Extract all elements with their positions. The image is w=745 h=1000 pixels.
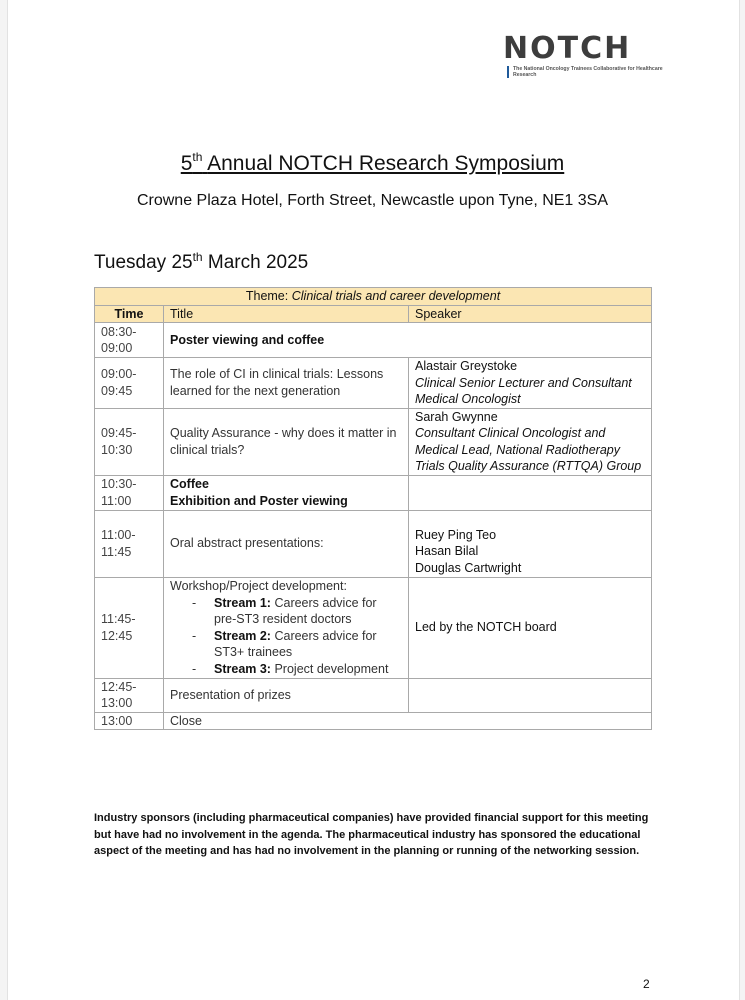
- row-speaker: [409, 475, 652, 510]
- theme-row: [95, 288, 652, 306]
- row-time: 09:45-10:30: [95, 408, 164, 475]
- stream-list: [170, 595, 402, 678]
- logo-wordmark: NOTCH: [503, 31, 632, 66]
- table-header-row: [95, 305, 652, 323]
- page-number: 2: [643, 977, 650, 991]
- row-title: The role of CI in clinical trials: Lessons learned for the next generation: [164, 358, 409, 409]
- stream-item: [192, 628, 402, 661]
- speaker-name: Douglas Cartwright: [415, 560, 522, 575]
- row-title: Close: [164, 712, 652, 730]
- table-row: [95, 358, 652, 409]
- row-time: 12:45-13:00: [95, 678, 164, 712]
- row-time: 08:30-09:00: [95, 323, 164, 358]
- speaker-name: Alastair Greystoke: [415, 359, 518, 373]
- row-title: Presentation of prizes: [164, 678, 409, 712]
- row-speaker: [409, 510, 652, 577]
- date-day: Tuesday 25: [94, 252, 193, 273]
- speaker-role: Consultant Clinical Oncologist and Medical Lead, National Radiotherapy Trials Quality Assurance (RTTQA) Group: [415, 426, 642, 473]
- row-time: 11:00-11:45: [95, 510, 164, 577]
- date-rest: March 2025: [207, 252, 309, 273]
- page-title: [0, 152, 745, 176]
- notch-logo: [503, 32, 693, 80]
- table-row: [95, 510, 652, 577]
- table-row: [95, 475, 652, 510]
- title-ordinal-suffix: th: [192, 150, 203, 164]
- row-title: [164, 475, 409, 510]
- title-ordinal: 5: [180, 152, 193, 175]
- sponsor-disclaimer: Industry sponsors (including pharmaceutical companies) have provided financial support for this meeting but have had no involvement in the agenda. The pharmaceutical industry has sponsored the educational aspect of the meeting and has had no involvement in the planning or running of the networking session.: [94, 812, 649, 857]
- stream-label: Stream 1:: [214, 595, 271, 610]
- row-title: Quality Assurance - why does it matter in clinical trials?: [164, 408, 409, 475]
- theme-cell: [95, 288, 652, 306]
- stream-item: [192, 595, 402, 628]
- title-rest: Annual NOTCH Research Symposium: [207, 152, 565, 175]
- row-speaker: [409, 408, 652, 475]
- stream-text: Careers advice for pre-ST3 resident doctors: [214, 595, 377, 626]
- column-header-speaker: Speaker: [409, 305, 652, 323]
- title-line: Exhibition and Poster viewing: [170, 493, 348, 508]
- venue: Crowne Plaza Hotel, Forth Street, Newcastle upon Tyne, NE1 3SA: [136, 192, 609, 209]
- row-title: Poster viewing and coffee: [164, 323, 652, 358]
- theme-value: Clinical trials and career development: [291, 289, 501, 303]
- logo-tagline: The National Oncology Trainees Collaborative for Healthcare Research: [513, 66, 663, 78]
- table-row: [95, 712, 652, 730]
- workshop-heading: Workshop/Project development:: [170, 579, 347, 593]
- stream-label: Stream 3:: [214, 661, 271, 676]
- speaker-name: Sarah Gwynne: [415, 409, 498, 424]
- stream-text: Project development: [274, 661, 389, 676]
- speaker-name: Ruey Ping Teo: [415, 527, 497, 542]
- row-time: 11:45-12:45: [95, 577, 164, 678]
- stream-item: [192, 661, 402, 678]
- speaker-role: Clinical Senior Lecturer and Consultant Medical Oncologist: [415, 375, 632, 406]
- logo-accent-bar: [507, 66, 509, 78]
- agenda-table: [94, 287, 652, 730]
- row-time: 09:00-09:45: [95, 358, 164, 409]
- title-line: Coffee: [170, 477, 209, 491]
- theme-label: Theme:: [245, 289, 289, 303]
- column-header-title: Title: [164, 305, 409, 323]
- table-row: [95, 323, 652, 358]
- speaker-name: Hasan Bilal: [415, 544, 479, 559]
- row-time: 10:30-11:00: [95, 475, 164, 510]
- row-title: Oral abstract presentations:: [164, 510, 409, 577]
- date-suffix: th: [192, 250, 203, 264]
- event-date: [94, 252, 308, 274]
- stream-label: Stream 2:: [214, 628, 271, 643]
- table-row: [95, 408, 652, 475]
- row-time: 13:00: [95, 712, 164, 730]
- table-row: [95, 577, 652, 678]
- column-header-time: Time: [95, 305, 164, 323]
- stream-text: Careers advice for ST3+ trainees: [214, 628, 377, 659]
- title-text: [181, 152, 565, 175]
- row-title: [164, 577, 409, 678]
- table-row: [95, 678, 652, 712]
- row-speaker: [409, 358, 652, 409]
- row-speaker: [409, 678, 652, 712]
- row-speaker: Led by the NOTCH board: [409, 577, 652, 678]
